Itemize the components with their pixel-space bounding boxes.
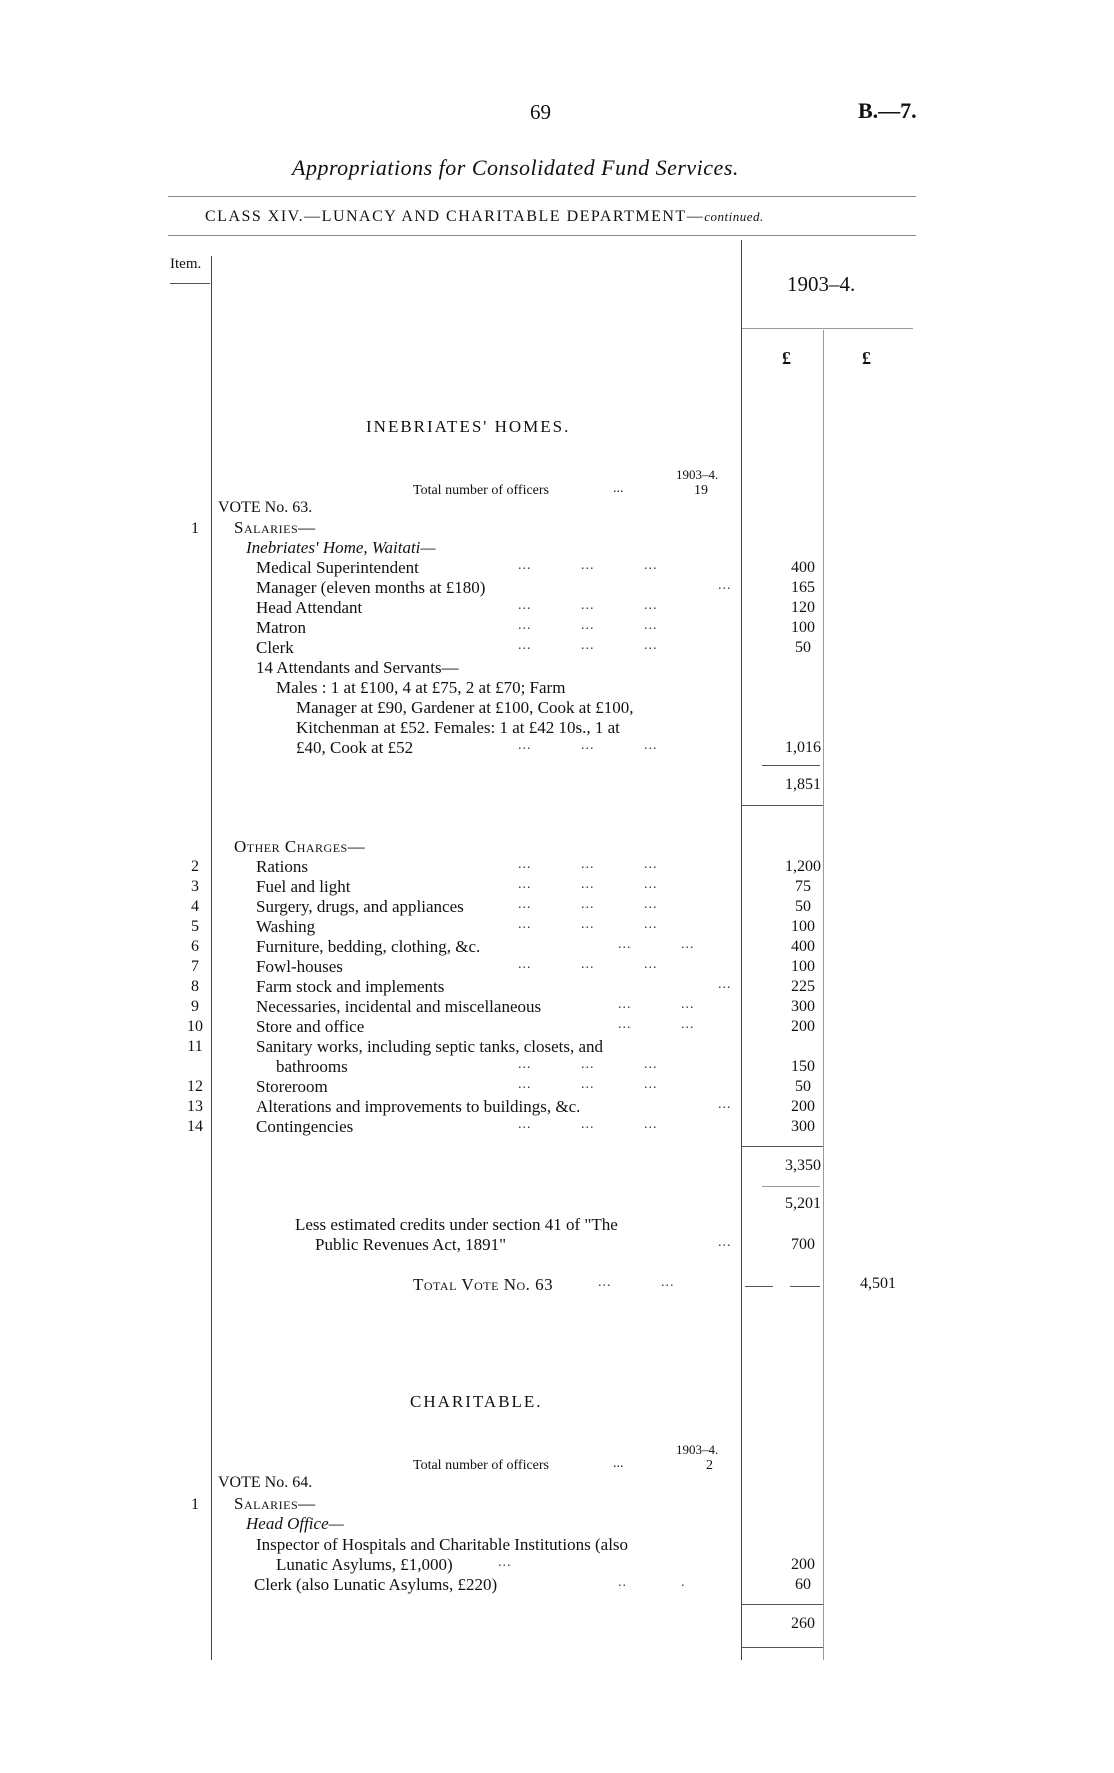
dots: ... ... ... xyxy=(518,957,658,972)
inspector-label-continued: Lunatic Asylums, £1,000) xyxy=(276,1555,453,1574)
rule xyxy=(168,196,916,197)
salaries-total: 1,851 xyxy=(785,776,821,793)
staff-amount: 120 xyxy=(791,599,815,616)
section-title-charitable: CHARITABLE. xyxy=(410,1392,543,1411)
item-number: 13 xyxy=(187,1098,203,1115)
dots: ... ... ... xyxy=(518,1057,658,1072)
dots: ... ... ... xyxy=(518,738,658,753)
rule xyxy=(790,1286,820,1287)
less-credits-line: Public Revenues Act, 1891" xyxy=(315,1235,507,1254)
dots: ... ... ... xyxy=(518,877,658,892)
dots: ... ... ... xyxy=(518,857,658,872)
staff-amount: 50 xyxy=(795,639,811,656)
dots: ... ... ... xyxy=(518,558,658,573)
item-number: 10 xyxy=(187,1018,203,1035)
charge-label: Furniture, bedding, clothing, &c. xyxy=(256,937,481,956)
salaries-heading: Salaries— xyxy=(234,1494,316,1513)
dots: ... ... ... xyxy=(518,638,658,653)
charitable-total: 260 xyxy=(791,1615,815,1632)
dots: ... ... xyxy=(618,997,695,1012)
charge-label: Farm stock and implements xyxy=(256,977,445,996)
charge-label: Store and office xyxy=(256,1017,365,1036)
staff-amount: 165 xyxy=(791,579,815,596)
section-title-inebriates: INEBRIATES' HOMES. xyxy=(366,417,571,436)
attendants-amount: 1,016 xyxy=(785,739,821,756)
item-number: 3 xyxy=(191,878,199,895)
staff-label: Head Attendant xyxy=(256,598,363,617)
staff-label: Manager (eleven months at £180) xyxy=(256,578,486,597)
charge-amount: 300 xyxy=(791,998,815,1015)
less-credits-line: Less estimated credits under section 41 of "The xyxy=(295,1215,618,1234)
staff-amount: 400 xyxy=(791,559,815,576)
dots: ... xyxy=(498,1555,512,1570)
rule xyxy=(745,1286,773,1287)
dots: ... ... ... xyxy=(518,1117,658,1132)
page-title: Appropriations for Consolidated Fund Services. xyxy=(292,155,739,180)
column-rule-amount-left xyxy=(741,240,742,1660)
dots: ... ... ... xyxy=(518,598,658,613)
charge-label: Contingencies xyxy=(256,1117,354,1136)
dots: ... ... ... xyxy=(518,618,658,633)
attendants-detail-line: Males : 1 at £100, 4 at £75, 2 at £70; Farm xyxy=(276,678,566,697)
total-vote-label: Total Vote No. 63 xyxy=(413,1275,554,1294)
dots: ... xyxy=(613,1456,624,1471)
charge-amount: 150 xyxy=(791,1058,815,1075)
dots: ... ... ... xyxy=(518,897,658,912)
pound-column-2: £ xyxy=(862,348,871,368)
item-number: 5 xyxy=(191,918,199,935)
attendants-detail-line: Kitchenman at £52. Females: 1 at £42 10s., 1 at xyxy=(296,718,620,737)
rule xyxy=(741,1604,823,1605)
other-charges-heading: Other Charges— xyxy=(234,837,366,856)
salaries-heading: Salaries— xyxy=(234,518,316,537)
item-number: 12 xyxy=(187,1078,203,1095)
item-number: 1 xyxy=(191,1496,199,1513)
rule xyxy=(741,1647,823,1648)
clerk-amount: 60 xyxy=(795,1576,811,1593)
total-vote-amount: 4,501 xyxy=(860,1275,896,1292)
rule xyxy=(168,235,916,236)
attendants-detail-line: £40, Cook at £52 xyxy=(296,738,414,757)
page-number: 69 xyxy=(530,100,551,124)
item-number: 6 xyxy=(191,938,199,955)
vote-heading: VOTE No. 63. xyxy=(218,499,313,516)
charge-label: Storeroom xyxy=(256,1077,328,1096)
dots: ... xyxy=(718,578,732,593)
charge-label: Fuel and light xyxy=(256,877,351,896)
charge-amount: 75 xyxy=(795,878,811,895)
charge-amount: 400 xyxy=(791,938,815,955)
rule xyxy=(741,1146,823,1147)
dots: .. . xyxy=(618,1575,686,1590)
charge-label: Rations xyxy=(256,857,308,876)
staff-label: Matron xyxy=(256,618,307,637)
item-number: 7 xyxy=(191,958,199,975)
clerk-label: Clerk (also Lunatic Asylums, £220) xyxy=(254,1575,498,1594)
rule xyxy=(762,765,820,766)
charge-label: Washing xyxy=(256,917,316,936)
dots: ... ... ... xyxy=(518,1077,658,1092)
item-column-header: Item. xyxy=(170,256,202,272)
class-heading-main: CLASS XIV.—LUNACY AND CHARITABLE DEPARTMENT— xyxy=(205,208,705,225)
rule xyxy=(741,328,913,329)
charge-label: Necessaries, incidental and miscellaneous xyxy=(256,997,542,1016)
charge-label-continued: bathrooms xyxy=(276,1057,348,1076)
pound-column-1: £ xyxy=(782,348,791,368)
item-number: 4 xyxy=(191,898,199,915)
attendants-heading: 14 Attendants and Servants— xyxy=(256,658,459,677)
less-credits-amount: 700 xyxy=(791,1236,815,1253)
charge-amount: 300 xyxy=(791,1118,815,1135)
staff-label: Clerk xyxy=(256,638,294,657)
charge-amount: 225 xyxy=(791,978,815,995)
dots: ... xyxy=(718,1235,732,1250)
officers-count: 2 xyxy=(706,1458,713,1473)
dots: ... ... xyxy=(618,937,695,952)
charge-amount: 50 xyxy=(795,898,811,915)
item-number: 1 xyxy=(191,520,199,537)
dots: ... xyxy=(613,481,624,496)
vote-heading: VOTE No. 64. xyxy=(218,1474,313,1491)
charge-label: Surgery, drugs, and appliances xyxy=(256,897,464,916)
item-number: 11 xyxy=(187,1038,203,1055)
charge-label: Fowl-houses xyxy=(256,957,343,976)
charge-label: Alterations and improvements to buildings, &c. xyxy=(256,1097,581,1116)
item-number: 9 xyxy=(191,998,199,1015)
officers-label: Total number of officers xyxy=(413,483,549,498)
gross-subtotal: 5,201 xyxy=(785,1195,821,1212)
dots: ... ... xyxy=(618,1017,695,1032)
staff-label: Medical Superintendent xyxy=(256,558,419,577)
year-column-header: 1903–4. xyxy=(787,272,856,296)
charge-amount: 100 xyxy=(791,958,815,975)
charge-amount: 100 xyxy=(791,918,815,935)
charge-amount: 200 xyxy=(791,1098,815,1115)
document-reference: B.—7. xyxy=(858,98,917,123)
item-number: 14 xyxy=(187,1118,203,1135)
officers-year: 1903–4. xyxy=(676,1442,719,1457)
rule xyxy=(762,1186,820,1187)
class-heading-continued: continued. xyxy=(704,209,764,224)
dots: ... xyxy=(718,977,732,992)
officers-count: 19 xyxy=(694,483,708,498)
dots: ... xyxy=(718,1097,732,1112)
officers-label: Total number of officers xyxy=(413,1458,549,1473)
inspector-amount: 200 xyxy=(791,1556,815,1573)
charge-amount: 200 xyxy=(791,1018,815,1035)
charges-total: 3,350 xyxy=(785,1157,821,1174)
inspector-label: Inspector of Hospitals and Charitable Institutions (also xyxy=(256,1535,629,1554)
charge-amount: 50 xyxy=(795,1078,811,1095)
charge-label: Sanitary works, including septic tanks, closets, and xyxy=(256,1037,604,1056)
dots: ... ... xyxy=(598,1275,675,1290)
rule xyxy=(741,805,823,806)
officers-year: 1903–4. xyxy=(676,467,719,482)
rule xyxy=(170,283,210,284)
charge-amount: 1,200 xyxy=(785,858,821,875)
attendants-detail-line: Manager at £90, Gardener at £100, Cook at £100, xyxy=(296,698,634,717)
item-number: 2 xyxy=(191,858,199,875)
dots: ... ... ... xyxy=(518,917,658,932)
item-number: 8 xyxy=(191,978,199,995)
office-heading: Head Office— xyxy=(246,1514,344,1533)
home-heading: Inebriates' Home, Waitati— xyxy=(246,538,436,557)
class-heading xyxy=(205,208,764,226)
staff-amount: 100 xyxy=(791,619,815,636)
